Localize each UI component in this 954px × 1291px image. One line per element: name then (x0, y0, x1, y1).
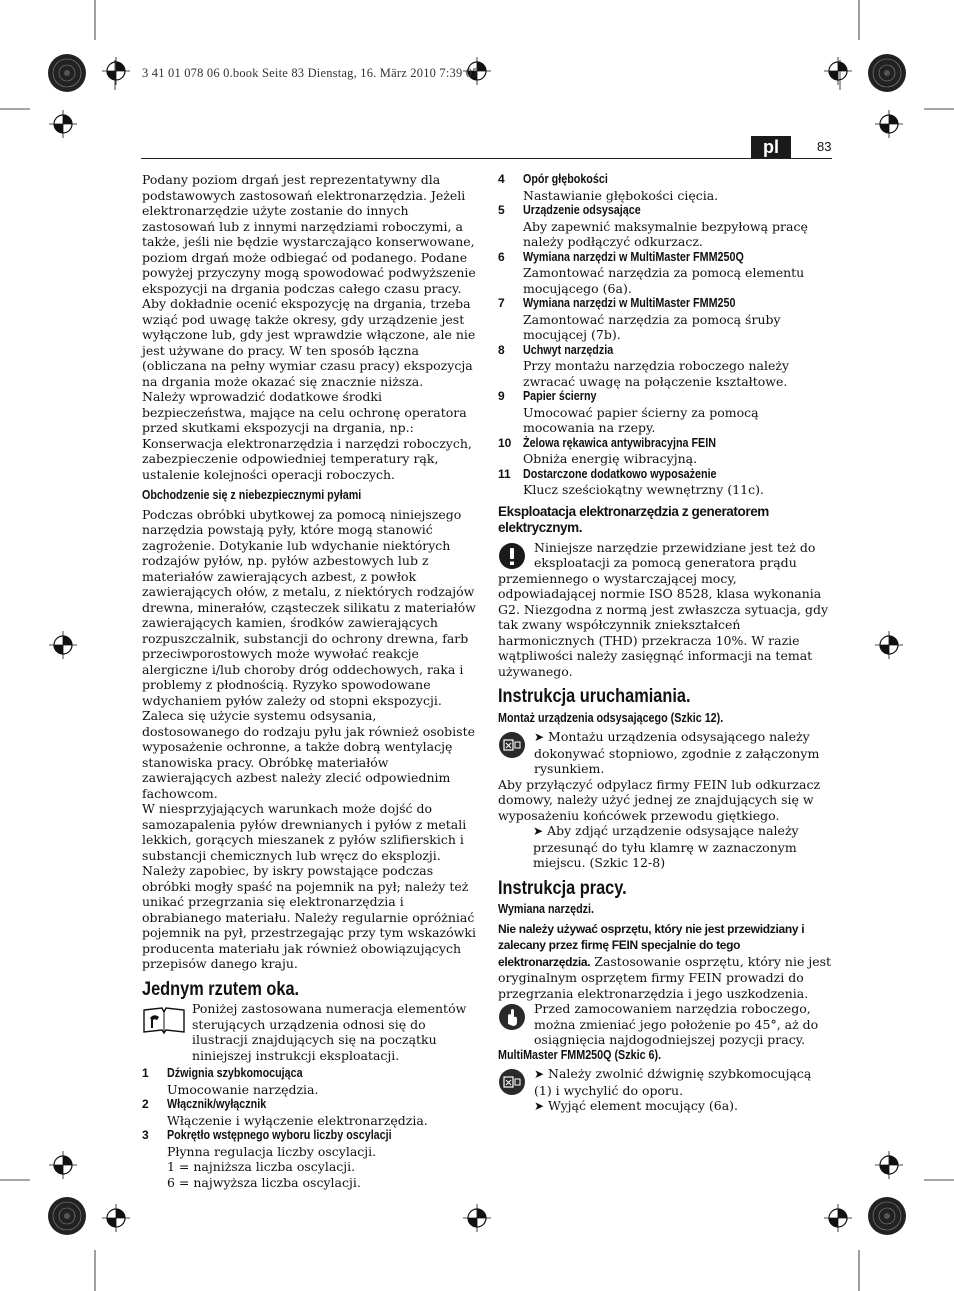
item-label: Wymiana narzędzi w MultiMaster FMM250 (523, 296, 736, 310)
right-column (498, 172, 833, 1115)
component-item-10 (498, 436, 833, 467)
component-item-2 (142, 1097, 477, 1128)
item-number: 1 (142, 1066, 149, 1080)
multimaster-step-2: Wyjąć element mocujący (6a). (548, 1098, 739, 1113)
hand-icon (498, 1003, 526, 1031)
arrow-icon: ➤ (534, 730, 545, 744)
item-description: Klucz sześciokątny wewnętrzny (11c). (523, 482, 764, 497)
mount-step-2-block (498, 823, 833, 871)
item-label: Uchwyt narzędzia (523, 342, 614, 357)
tools-text: Zastosowanie osprzętu, który nie jest oryginalnym osprzętem firmy FEIN prowadzi do przegrzania elektronarzędzia i jego uszkodzenia. (498, 953, 832, 1001)
component-item-7 (498, 296, 833, 343)
glance-intro: Poniżej zastosowana numeracja elementów sterujących urządzenia odnosi się do ilustracji znajdujących się na początku niniejszej instrukcji eksploatacji. (192, 1001, 467, 1063)
vibration-paragraph-3: Należy wprowadzić dodatkowe środki bezpieczeństwa, mające na celu ochronę operatora przed skutkami ekspozycji na drgania, np.: Konserwacja elektronarzędzia i narzędzi roboczych, zabezpieczenie odpowiedniej temperatury rąk, ustalenie kolejności operacji roboczych. (142, 389, 472, 482)
item-label: Dostarczone dodatkowo wyposażenie (523, 466, 717, 481)
item-label: Papier ścierny (523, 389, 597, 403)
component-item-3 (142, 1128, 477, 1190)
mount-step-2: Aby zdjąć urządzenie odsysające należy przesunąć do tyłu klamrę w zaznaczonym miejscu. (Szkic 12-8) (533, 823, 799, 870)
item-number: 5 (498, 203, 505, 217)
component-item-5 (498, 203, 833, 250)
item-number: 10 (498, 435, 512, 450)
rotate-text: Przed zamocowaniem narzędzia roboczego, można zmieniać jego położenie po 45°, aż do osiągnięcia najdogodniejszej pozycji pracy. (534, 1001, 819, 1047)
tools-paragraph (498, 921, 833, 1002)
tools-warning: Nie należy używać osprzętu, który nie jest przewidziany i zalecany przez firmę FEIN specjalnie do tego elektronarzędzia. (498, 921, 805, 969)
vibration-paragraph-2: Aby dokładnie ocenić ekspozycję na drgania, trzeba wziąć pod uwagę także okresy, gdy urządzenie jest wyłączone lub, gdy jest wprawdzie włączone, ale nie jest używane do pracy. W ten sposób łączna (obliczana na pełny wymiar czasu pracy) ekspozycja na drgania może okazać się znacznie niższa. (142, 296, 476, 389)
item-label: Pokrętło wstępnego wyboru liczby oscylacji (167, 1128, 392, 1142)
item-number: 7 (498, 296, 505, 310)
arrow-icon: ➤ (534, 1099, 545, 1113)
item-number: 11 (498, 466, 511, 481)
item-description: Aby zapewnić maksymalnie bezpyłową pracę należy podłączyć odkurzacz. (523, 218, 808, 249)
item-note: 1 = najniższa liczba oscylacji. (167, 1159, 356, 1174)
instruction-step-icon (498, 731, 526, 759)
item-label: Opór głębokości (523, 172, 608, 186)
item-label: Wymiana narzędzi w MultiMaster FMM250Q (523, 249, 744, 264)
mount-heading: Montaż urządzenia odsysającego (Szkic 12). (498, 710, 724, 725)
item-description: Włączenie i wyłączenie elektronarzędzia. (167, 1112, 428, 1128)
dust-heading: Obchodzenie się z niebezpiecznymi pyłami (142, 488, 362, 502)
instruction-step-icon (498, 1068, 526, 1096)
mount-step-block (498, 729, 833, 777)
dust-paragraph-1: Podczas obróbki ubytkowej za pomocą niniejszego narzędzia powstają pyły, które mogą stanowić zagrożenie. Dotykanie lub wdychanie niektórych rodzajów pyłów, np. pyłów azbestowych lub z materiałów zawierających azbest, z powłok zawierających ołów, z metalu, z niektórych rodzajów drewna, minerałów, cząsteczek silikatu z materiałów zawierających kamien, środków zawierających rozpuszczalnik, substancji do ochrony drewna, farb przeciwporostowych może wywołać reakcje alergiczne i/lub choroby dróg oddechowych, raka i problemy z płodnością. Ryzyko spowodowane wdychaniem pyłów zależy od stopni ekspozycji. Zaleca się użycie systemu odsysania, dostosowanego do rodzaju pyłu jak również osobiste wyposażenie ochronne, a także dobrą wentylację stanowiska pracy. Obróbkę materiałów zawierających azbest należy zlecić odpowiednim fachowcom. (142, 506, 476, 801)
startup-heading: Instrukcja uruchamiania. (498, 686, 691, 707)
arrow-icon: ➤ (533, 824, 544, 838)
arrow-icon: ➤ (534, 1067, 545, 1081)
item-label: Urządzenie odsysające (523, 203, 641, 217)
page-number: 83 (817, 139, 832, 154)
item-number: 4 (498, 172, 505, 186)
item-description: Umocowanie narzędzia. (167, 1081, 319, 1097)
component-item-6 (498, 250, 833, 297)
item-label: Dźwignia szybkomocująca (167, 1066, 303, 1080)
tools-heading: Wymiana narzędzi. (498, 902, 594, 916)
item-description: Płynna regulacja liczby oscylacji. (167, 1143, 377, 1159)
item-description: Zamontować narzędzia za pomocą elementu mocującego (6a). (523, 265, 805, 296)
work-heading: Instrukcja pracy. (498, 877, 627, 899)
mount-step: Montażu urządzenia odsysającego należy dokonywać stopniowo, zgodnie z załączonym rysunkiem. (534, 729, 820, 776)
generator-text: Niniejsze narzędzie przewidziane jest też do eksploatacji za pomocą generatora prądu przemiennego o wystarczającej mocy, odpowiadającej normie ISO 8528, klasa wykonania G2. Niezgodna z normą jest zwłaszcza sytuacja, gdy tak zwany współczynnik zniekształceń harmonicznych (THD) przekracza 10%. W razie wątpliwości należy zasięgnąć informacji na temat używanego. (498, 539, 829, 679)
item-number: 8 (498, 342, 505, 357)
item-description: Przy montażu narzędzia roboczego należy zwracać uwagę na połączenie kształtowe. (523, 358, 790, 389)
dust-paragraph-2: W niesprzyjających warunkach może dojść do samozapalenia pyłów drewnianych i pyłów z metali lekkich, gorących mieszanek z pyłów szlifierskich i substancji chemicznych lub wręcz do eksplozji. Należy zapobiec, by iskry powstające podczas obróbki mogły spaść na pojemnik na pył; należy też unikać przegrzania się elektronarzędzia i obrabianego materiału. Należy regularnie opróżniać pojemnik na pył, przestrzegając przy tym wskazówki producenta materiału jak również obowiązujących przepisów danego kraju. (142, 801, 476, 971)
print-meta-line: 3 41 01 078 06 0.book Seite 83 Dienstag, 16. März 2010 7:39 07 (142, 66, 479, 80)
item-label: Włącznik/wyłącznik (167, 1097, 267, 1111)
multimaster-steps (498, 1066, 833, 1115)
header-rule (141, 158, 832, 159)
multimaster-step-1: Należy zwolnić dźwignię szybkomocującą (1) i wychylić do oporu. (534, 1066, 812, 1098)
component-item-9 (498, 389, 833, 436)
mount-paragraph: Aby przyłączyć odpylacz firmy FEIN lub odkurzacz domowy, należy użyć jednej ze znajdujących się w wyposażeniu końcówek przewodu giętkiego. (498, 776, 821, 823)
item-number: 2 (142, 1097, 149, 1111)
exclamation-icon (498, 542, 526, 570)
vibration-paragraph-1: Podany poziom drgań jest reprezentatywny dla podstawowych zastosowań elektronarzędzia. Jeżeli elektronarzędzie użyte zostanie do innych zastosowań lub z innymi narzędziami roboczymi, a także, jeśli nie będzie wystarczająco konserwowane, poziom drgań może odbiegać od podanego. Podane powyżej przyczyny mogą spowodować podwyższenie ekspozycji na drgania podczas całego czasu pracy. (142, 172, 476, 296)
item-description: Zamontować narzędzia za pomocą śruby mocującej (7b). (523, 311, 781, 342)
left-column (142, 172, 477, 1190)
item-number: 3 (142, 1128, 149, 1142)
item-description: Umocować papier ścierny za pomocą mocowania na rzepy. (523, 404, 759, 435)
component-item-1 (142, 1066, 477, 1097)
manual-book-icon (142, 1004, 186, 1034)
component-item-8 (498, 343, 833, 390)
item-note: 6 = najwyższa liczba oscylacji. (167, 1174, 361, 1190)
item-number: 6 (498, 249, 505, 264)
item-description: Nastawianie głębokości cięcia. (523, 187, 719, 203)
multimaster-heading: MultiMaster FMM250Q (Szkic 6). (498, 1047, 662, 1062)
component-item-11 (498, 467, 833, 498)
rotate-block (498, 1001, 833, 1048)
item-number: 9 (498, 389, 505, 403)
generator-block (498, 540, 833, 680)
item-label: Żelowa rękawica antywibracyjna FEIN (523, 435, 716, 450)
glance-heading: Jednym rzutem oka. (142, 978, 300, 1000)
language-tab: pl (751, 136, 791, 158)
generator-heading: Eksploatacja elektronarzędzia z generatorem elektrycznym. (498, 503, 769, 535)
glance-intro-block (142, 1001, 477, 1063)
component-item-4 (498, 172, 833, 203)
item-description: Obniża energię wibracyjną. (523, 451, 698, 466)
